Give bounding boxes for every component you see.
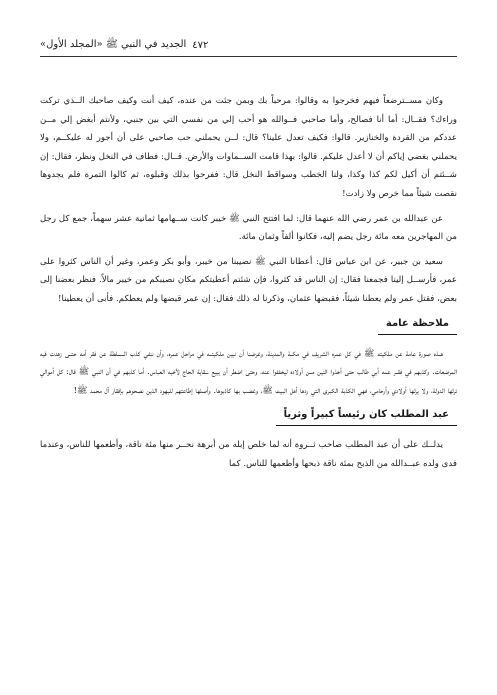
section-heading-wrap (40, 315, 457, 335)
paragraph: هــذه صورة عامة عن ملكيته ﷺ في كل عمره الشريف في مكــة والمدينة، وغرضنا أن نبين ملكيتــه في مراحل عمره، وأن ننفي كذب الســلطة عن فقر أمه حتــى زهدت فيه المرضعات. وكذبهم في فقــر عمه أبي طالب حتى أخذوا اثنين مــن أولاده ليخففوا عنه، وحتى اضطر أن يبيع سقاية الحاج لأخيه العباس. أما كذبهم في أن النبي ﷺ قال: كل أموالي ترثها الدولة، ولا يرثها أولادي وأرحامي، فهي الكذبة الكبرى التي ردها أهل البيت ﷺ، وغضب بها كاذبوها. وأصلها إطاعتهم لليهود الذين نصحوهم بإفقار آل محمد ﷺ! (40, 348, 457, 396)
page-number: ٤٧٢ (192, 39, 209, 51)
paragraph: يدلــك على أن عبد المطلب صاحب ثــروة أنه لما خلص إبله من أبرهة نحــر منها مئة ناقة، وأطعمها للناس، وعندما فدى ولده عبــدالله من الذبح بمئة ناقة ذبحها وأطعمها للناس. كما (40, 440, 457, 469)
running-title: الجديد في النبي ﷺ «المجلد الأول» (40, 39, 187, 50)
page-body (40, 92, 457, 480)
section-heading: ملاحظة عامة (378, 315, 457, 335)
section-heading: عبد المطلب كان رئيساً كبيراً وثرياً (276, 406, 457, 426)
paragraph: وكان مســترضعاً فيهم فخرجوا به وقالوا: مرحباً بك وبمن جئت من عنده، كيف أنت وكيف صاحبك الــذي تركت وراءك؟ فقــال: أما أنا فصالح، وأما صاحبي فــوالله هو أحب إلي من نفسي التي بين جنبي، ولأنتم أبغض إلي مــن عددكم من القردة والخنازير. قالوا: فكيف تعدل علينا؟ قال: لــن يحملني حب صاحبي على أن أجور له عليكــم، ولا يحملني بغضي إياكم أن لا أعدل عليكم. قالوا: بهذا قامت الســماوات والأرض. قــال: فطاف في النخل ونظر، فقال: إن شــئتم أن أكيل لكم كذا وكذا، ولنا الخطب وسواقط النخل قال: ففرحوا بذلك وقبلوه، ثم كالوا التمرة فلم يجدوها نقصت شيئاً مما خرص ولا زادت! (40, 96, 457, 199)
running-header (40, 36, 457, 54)
paragraph: سعيد بن جبير، عن ابن عباس قال: أعطانا النبي ﷺ نصيبنا من خيبر، وأبو بكر وعمر، وغير أن الناس كثروا على عمر، فأرســل إلينا فجمعنا فقال: إن الناس قد كثروا، فإن شئتم أعطيتكم مكان نصيبكم من خيبر مالاً. فنظر بعضنا إلى بعض، فقتل عمر ولم يعطنا شيئاً، فقبضها عثمان، وذكرنا له ذلك فقال: إن عمر قبضها ولم يعطكم. فأبى أن يعطينا! (40, 256, 457, 304)
paragraph: عن عبدالله بن عمر رضي الله عنهما قال: لما افتتح النبي ﷺ خيبر كانت ســهامها ثمانية عشر سهماً، جمع كل رجل من المهاجرين معه مائة رجل يضم إليه، فكانوا ألفاً وثمان مائة. (40, 213, 457, 243)
section-heading-wrap (40, 406, 457, 426)
header-rule (40, 56, 457, 57)
